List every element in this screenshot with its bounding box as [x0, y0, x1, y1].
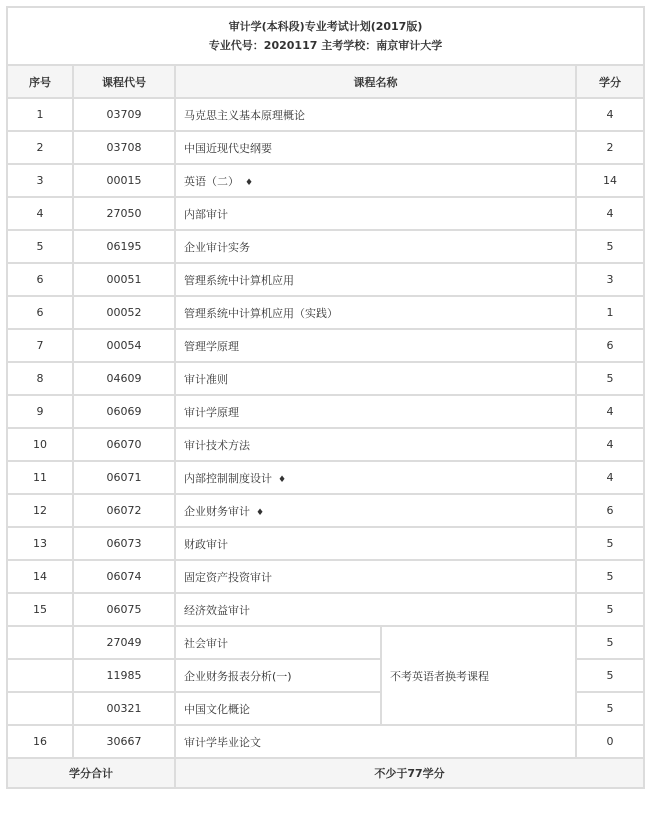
row-seq: 6 — [7, 263, 73, 296]
row-name: 企业财务报表分析(一) — [175, 659, 381, 692]
row-seq: 12 — [7, 494, 73, 527]
row-code: 06071 — [73, 461, 175, 494]
course-name: 审计准则 — [184, 372, 228, 386]
table-row — [7, 263, 644, 296]
row-seq: 5 — [7, 230, 73, 263]
row-credit: 1 — [576, 296, 644, 329]
diamond-icon: ♦ — [278, 474, 287, 485]
row-credit: 4 — [576, 98, 644, 131]
row-credit: 6 — [576, 329, 644, 362]
row-code: 03709 — [73, 98, 175, 131]
row-seq: 11 — [7, 461, 73, 494]
row-code: 06075 — [73, 593, 175, 626]
course-name: 内部审计 — [184, 207, 228, 221]
header-row — [7, 65, 644, 98]
total-credits-value: 不少于77学分 — [175, 758, 644, 788]
exam-plan-table — [6, 6, 645, 789]
row-name — [175, 131, 576, 164]
row-seq: 2 — [7, 131, 73, 164]
table-row — [7, 131, 644, 164]
row-credit: 5 — [576, 659, 644, 692]
row-name: 中国文化概论 — [175, 692, 381, 725]
row-credit: 4 — [576, 395, 644, 428]
row-code: 04609 — [73, 362, 175, 395]
row-seq: 6 — [7, 296, 73, 329]
row-name — [175, 494, 576, 527]
table-row — [7, 98, 644, 131]
table-title — [7, 7, 644, 65]
row-code: 03708 — [73, 131, 175, 164]
table-row — [7, 197, 644, 230]
course-name: 固定资产投资审计 — [184, 570, 272, 584]
header-seq: 序号 — [7, 65, 73, 98]
row-credit: 5 — [576, 593, 644, 626]
row-name — [175, 329, 576, 362]
row-name: 社会审计 — [175, 626, 381, 659]
course-name: 管理系统中计算机应用 — [184, 273, 294, 287]
row-name — [175, 263, 576, 296]
diamond-icon: ♦ — [256, 507, 265, 518]
course-name: 企业审计实务 — [184, 240, 250, 254]
course-name: 中国近现代史纲要 — [184, 141, 272, 155]
course-name: 管理系统中计算机应用（实践） — [184, 306, 338, 320]
course-name: 财政审计 — [184, 537, 228, 551]
row-seq: 10 — [7, 428, 73, 461]
row-seq-empty — [7, 659, 73, 692]
row-code: 00054 — [73, 329, 175, 362]
row-credit: 5 — [576, 527, 644, 560]
row-code: 06072 — [73, 494, 175, 527]
course-name: 英语（二） — [184, 174, 239, 188]
row-credit: 4 — [576, 197, 644, 230]
course-name: 企业财务审计 — [184, 504, 250, 518]
row-name: 审计学毕业论文 — [175, 725, 576, 758]
row-name — [175, 560, 576, 593]
row-code: 06195 — [73, 230, 175, 263]
total-credits-label: 学分合计 — [7, 758, 175, 788]
row-credit: 4 — [576, 428, 644, 461]
row-seq: 9 — [7, 395, 73, 428]
substitute-row — [7, 626, 644, 659]
row-code: 00052 — [73, 296, 175, 329]
row-code: 06073 — [73, 527, 175, 560]
row-code: 00051 — [73, 263, 175, 296]
row-name — [175, 428, 576, 461]
table-row — [7, 362, 644, 395]
course-name: 管理学原理 — [184, 339, 239, 353]
row-credit: 14 — [576, 164, 644, 197]
row-credit: 3 — [576, 263, 644, 296]
table-row — [7, 428, 644, 461]
row-name — [175, 164, 576, 197]
row-seq: 7 — [7, 329, 73, 362]
row-seq: 3 — [7, 164, 73, 197]
row-seq: 13 — [7, 527, 73, 560]
row-seq: 1 — [7, 98, 73, 131]
header-name: 课程名称 — [175, 65, 576, 98]
row-seq: 8 — [7, 362, 73, 395]
row-code: 00015 — [73, 164, 175, 197]
course-name: 经济效益审计 — [184, 603, 250, 617]
row-credit: 5 — [576, 692, 644, 725]
row-seq: 15 — [7, 593, 73, 626]
row-seq: 16 — [7, 725, 73, 758]
exam-plan-container — [6, 6, 643, 789]
row-name — [175, 197, 576, 230]
row-seq: 4 — [7, 197, 73, 230]
table-row — [7, 230, 644, 263]
table-row — [7, 164, 644, 197]
diamond-icon: ♦ — [245, 177, 254, 188]
row-name — [175, 296, 576, 329]
table-row — [7, 296, 644, 329]
course-name: 内部控制制度设计 — [184, 471, 272, 485]
row-name — [175, 593, 576, 626]
row-name — [175, 461, 576, 494]
row-credit: 4 — [576, 461, 644, 494]
table-row — [7, 329, 644, 362]
row-seq-empty — [7, 692, 73, 725]
row-seq: 14 — [7, 560, 73, 593]
substitute-note: 不考英语者换考课程 — [381, 626, 576, 725]
row-credit: 0 — [576, 725, 644, 758]
header-credit: 学分 — [576, 65, 644, 98]
row-code: 06074 — [73, 560, 175, 593]
row-seq-empty — [7, 626, 73, 659]
row-credit: 5 — [576, 626, 644, 659]
table-row — [7, 560, 644, 593]
row-code: 06070 — [73, 428, 175, 461]
table-row — [7, 725, 644, 758]
row-code: 00321 — [73, 692, 175, 725]
course-name: 审计技术方法 — [184, 438, 250, 452]
title-line-2: 专业代号：2020117 主考学校：南京审计大学 — [208, 39, 443, 52]
row-name — [175, 362, 576, 395]
table-row — [7, 494, 644, 527]
course-name: 马克思主义基本原理概论 — [184, 108, 305, 122]
header-code: 课程代号 — [73, 65, 175, 98]
title-row — [7, 7, 644, 65]
row-credit: 5 — [576, 362, 644, 395]
row-code: 30667 — [73, 725, 175, 758]
table-row — [7, 395, 644, 428]
row-code: 27050 — [73, 197, 175, 230]
row-credit: 5 — [576, 230, 644, 263]
row-credit: 6 — [576, 494, 644, 527]
row-name — [175, 230, 576, 263]
row-name — [175, 98, 576, 131]
row-code: 06069 — [73, 395, 175, 428]
row-code: 27049 — [73, 626, 175, 659]
table-row — [7, 527, 644, 560]
table-row — [7, 593, 644, 626]
row-name — [175, 395, 576, 428]
course-name: 审计学原理 — [184, 405, 239, 419]
row-credit: 5 — [576, 560, 644, 593]
row-name — [175, 527, 576, 560]
table-row — [7, 461, 644, 494]
row-credit: 2 — [576, 131, 644, 164]
row-code: 11985 — [73, 659, 175, 692]
title-line-1: 审计学(本科段)专业考试计划(2017版) — [228, 20, 423, 33]
footer-row — [7, 758, 644, 788]
